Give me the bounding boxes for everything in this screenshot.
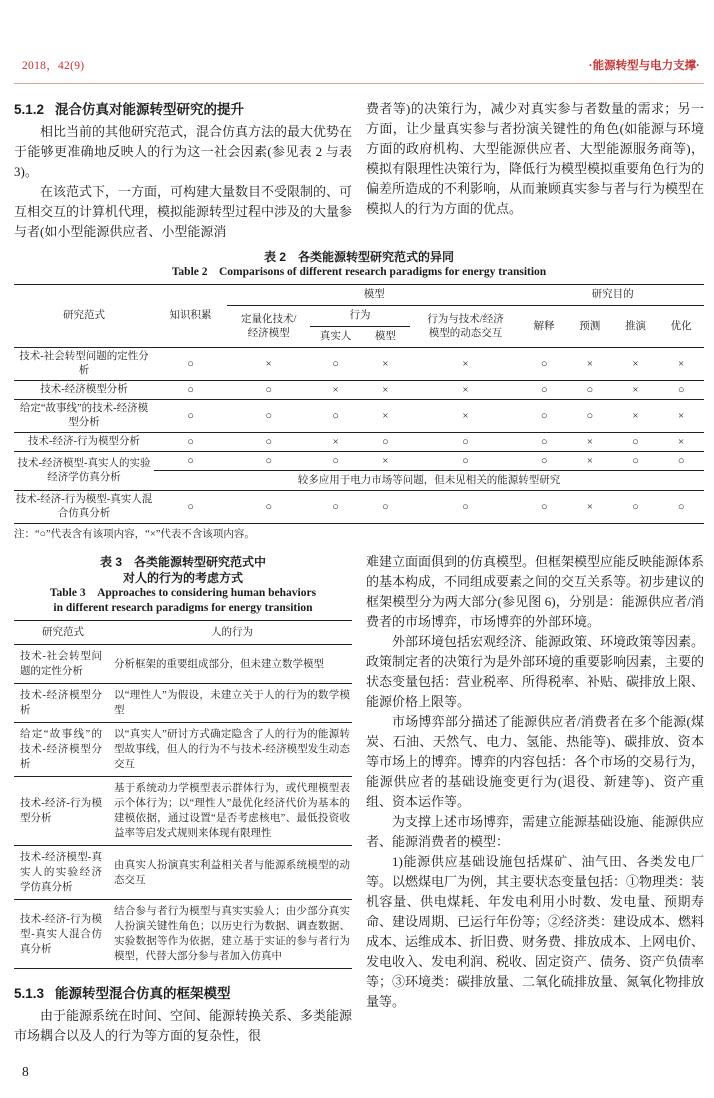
table-row [14,684,352,723]
section-513 [14,983,352,1046]
t2-row-note: 较多应用于电力市场等问题，但未见相关的能源转型研究 [154,471,704,491]
page-header [14,56,704,84]
t2-cell: ○ [521,400,567,433]
table-row [14,381,704,400]
t2-cell: ○ [521,491,567,524]
t2-cell: ○ [521,381,567,400]
t2-cell: ○ [154,433,227,452]
paragraph: 难建立面面俱到的仿真模型。但框架模型应能反映能源体系的基本构成，不同组成要素之间的交互关系等。初步建议的框架模型分为两大部分(参见图 6)，分别是：能源供应者/消费者的市场博弈，市场博弈的外部环境。 [366,554,705,629]
table-row [14,452,704,471]
t2-header-explain: 解释 [533,320,555,332]
t2-cell: ○ [154,452,227,471]
paragraph: 费者等)的决策行为，减少对真实参与者数量的需求；另一方面，让少量真实参与者扮演关键性的角色(如能源与环境方面的政府机构、大型能源供应者、大型能源服务商等)，模拟有限理性决策行为，降低行为模型模拟重要角色行为的偏差所造成的不利影响，从而兼顾真实参与者与行为模型在模拟人的行为方面的优点。 [366,101,705,216]
table2-title-zh: 表 2 各类能源转型研究范式的异同 [263,250,454,264]
t2-row-label: 技术-经济-行为模型-真实人混合仿真分析 [14,491,154,524]
t2-cell: ○ [658,381,704,400]
t2-cell: ○ [613,491,659,524]
t2-cell: ○ [227,491,310,524]
t2-cell: ○ [613,433,659,452]
bottom-columns [14,552,704,1046]
t2-cell: × [310,381,361,400]
t3-row-label: 技术-经济-行为模型分析 [14,777,112,846]
top-columns [14,99,704,242]
t2-header-model: 模型 [374,331,396,342]
table-row [14,846,352,900]
table-row [14,900,352,969]
t2-cell: ○ [613,452,659,471]
right-column-bottom [366,552,704,1046]
t2-cell: × [613,400,659,433]
journal-issue: 2018，42(9) [22,60,85,72]
t3-row-desc: 分析框架的重要组成部分，但未建立数学模型 [112,645,352,684]
t2-cell: ○ [154,491,227,524]
t2-row-label: 技术-经济-行为模型分析 [14,433,154,452]
t2-cell: ○ [154,381,227,400]
t2-cell: ○ [361,491,410,524]
t2-header-deduce: 推演 [624,320,646,332]
section-heading-513 [14,983,352,1004]
t2-header-real-person: 真实人 [319,331,352,342]
t2-header-quant-line2: 经济模型 [247,327,290,339]
t2-cell: ○ [521,348,567,381]
t2-cell: × [410,400,522,433]
section-heading-512 [14,99,352,120]
t3-row-label: 技术-经济模型-真实人的实验经济学仿真分析 [14,846,112,900]
t2-cell: ○ [361,433,410,452]
table-row [14,645,352,684]
section-title: 混合仿真对能源转型研究的提升 [55,102,245,117]
t3-row-desc: 基于系统动力学模型表示群体行为，或代理模型表示个体行为；以“理性人”最优化经济代价为基本的建模依据，通过设置“是否考虑核电”、最低投资收益率等启发式规则来体现有限理性 [112,777,352,846]
t2-header-model-group: 模型 [227,285,521,306]
t2-cell: ○ [410,491,522,524]
paragraph: 1)能源供应基础设施包括煤矿、油气田、各类发电厂等。以燃煤电厂为例，其主要状态变量包括：①物理类：装机容量、供电煤耗、年发电利用小时数、发电量、预期寿命、建设周期、已运行年份等；②经济类：建设成本、燃料成本、运维成本、折旧费、财务费、排放成本、上网电价、发电收入、发电利润、税收、固定资产、债务、资产负债率等；③环境类：碳排放量、二氧化硫排放量、氮氧化物排放量等。 [366,854,705,1009]
t2-header-dynamic-line1: 行为与技术/经济 [427,313,504,325]
t2-cell: ○ [410,433,522,452]
t2-cell: × [567,348,613,381]
t2-cell: × [310,433,361,452]
column-title: ·能源转型与电力支撑· [588,60,700,72]
table2-title-en: Table 2 Comparisons of different research paradigms for energy transition [171,266,547,278]
paragraph: 为支撑上述市场博弈，需建立能源基础设施、能源供应者、能源消费者的模型： [366,814,705,849]
table3-title-en-line2: in different research paradigms for energy transition [53,602,313,614]
t3-row-desc: 结合参与者行为模型与真实实验人；由少部分真实人扮演关键性角色；以历史行为数据、调查数据、实验数据等作为依据，建立基于实证的参与者行为模型，代替大部分参与者加入仿真中 [112,900,352,969]
paragraph: 由于能源系统在时间、空间、能源转换关系、多类能源市场耦合以及人的行为等方面的复杂性，很 [14,1008,353,1043]
t2-cell: × [613,348,659,381]
paragraph: 外部环境包括宏观经济、能源政策、环境政策等因素。政策制定者的决策行为是外部环境的重要影响因素，主要的状态变量包括：营业税率、所得税率、补贴、碳排放上限、能源价格上限等。 [366,634,705,709]
section-number: 5.1.3 [14,986,45,1001]
t2-cell: ○ [658,452,704,471]
t3-row-label: 给定“故事线”的技术-经济模型分析 [14,723,112,777]
t2-header-predict: 预测 [579,320,601,332]
t3-row-desc: 由真实人扮演真实利益相关者与能源系统模型的动态交互 [112,846,352,900]
t2-cell: ○ [310,400,361,433]
table2 [14,284,704,524]
t2-cell: × [567,452,613,471]
t2-cell: × [658,400,704,433]
t2-cell: × [613,381,659,400]
t2-cell: ○ [521,433,567,452]
t3-row-desc: 以“真实人”研讨方式确定隐含了人的行为的能源转型故事线，但人的行为不与技术-经济模型发生动态交互 [112,723,352,777]
left-column-bottom [14,552,352,1046]
t2-row-label: 技术-经济模型分析 [14,381,154,400]
t2-header-dynamic [410,306,522,348]
t2-row-label: 技术-经济模型-真实人的实验经济学仿真分析 [14,452,154,491]
table3-title-en-line1: Table 3 Approaches to considering human behaviors [49,587,317,599]
table3-title-zh-line2: 对人的行为的考虑方式 [122,571,243,585]
table-row [14,348,704,381]
table-row [14,777,352,846]
t2-row-label: 给定“故事线”的技术-经济模型分析 [14,400,154,433]
t2-header-quant [227,306,310,348]
t2-cell: ○ [567,381,613,400]
t2-header-quant-line1: 定量化技术/ [240,313,297,325]
t2-cell: ○ [227,433,310,452]
t2-cell: × [227,348,310,381]
t3-header-paradigm: 研究范式 [42,627,84,638]
t2-cell: ○ [567,400,613,433]
t2-cell: ○ [310,491,361,524]
t2-cell: ○ [310,452,361,471]
table-row [14,723,352,777]
t2-cell: × [567,433,613,452]
paragraph: 在该范式下，一方面，可构建大量数目不受限制的、可互相交互的计算机代理，模拟能源转型过程中涉及的大量参与者(如小型能源供应者、小型能源消 [14,184,353,239]
t2-cell: ○ [154,400,227,433]
table-row [14,433,704,452]
t2-cell: × [361,348,410,381]
table3 [14,620,352,969]
t2-cell: × [361,400,410,433]
table2-footnote: 注：“○”代表含有该项内容，“×”代表不含该项内容。 [14,529,255,540]
t3-row-label: 技术-经济-行为模型-真实人混合仿真分析 [14,900,112,969]
paragraph: 市场博弈部分描述了能源供应者/消费者在多个能源(煤炭、石油、天然气、电力、氢能、热能等)、碳排放、资本等市场上的博弈。博弈的内容包括：各个市场的交易行为，能源供应者的基础设施变更行为(退役、新建等)、资产重组、资本运作等。 [366,714,705,809]
table2-block [14,249,704,542]
t2-header-knowledge: 知识积累 [169,310,212,321]
t2-cell: ○ [227,400,310,433]
t2-cell: ○ [227,381,310,400]
t2-header-optimize: 优化 [670,320,692,332]
t2-header-paradigm: 研究范式 [63,310,105,321]
t2-cell: × [658,433,704,452]
t2-cell: × [361,452,410,471]
t2-header-purpose-group: 研究目的 [521,285,704,306]
t2-header-dynamic-line2: 模型的动态交互 [428,327,503,339]
page-number: 8 [22,1064,29,1079]
t2-cell: ○ [521,452,567,471]
table3-block [14,554,352,969]
section-number: 5.1.2 [14,102,45,117]
t2-cell: ○ [227,452,310,471]
section-title: 能源转型混合仿真的框架模型 [55,986,231,1001]
t3-row-desc: 以“理性人”为假设，未建立关于人的行为的数学模型 [112,684,352,723]
t2-cell: × [410,348,522,381]
t2-header-behavior-group: 行为 [310,306,409,327]
t2-cell: ○ [154,348,227,381]
t3-row-label: 技术-经济模型分析 [14,684,112,723]
t2-cell: ○ [310,348,361,381]
t2-cell: × [410,381,522,400]
t2-cell: × [658,348,704,381]
t3-row-label: 技术-社会转型问题的定性分析 [14,645,112,684]
right-column-top [366,99,704,242]
table-row [14,400,704,433]
t2-cell: ○ [410,452,522,471]
t2-cell: ○ [658,491,704,524]
t2-cell: × [567,491,613,524]
left-column-top [14,99,352,242]
table3-title-zh-line1: 表 3 各类能源转型研究范式中 [99,555,266,569]
paragraph: 相比当前的其他研究范式，混合仿真方法的最大优势在于能够更准确地反映人的行为这一社会因素(参见表 2 与表 3)。 [14,124,353,179]
t2-cell: × [361,381,410,400]
t3-header-behavior: 人的行为 [211,627,253,638]
table-row [14,491,704,524]
t2-row-label: 技术-社会转型问题的定性分析 [14,348,154,381]
